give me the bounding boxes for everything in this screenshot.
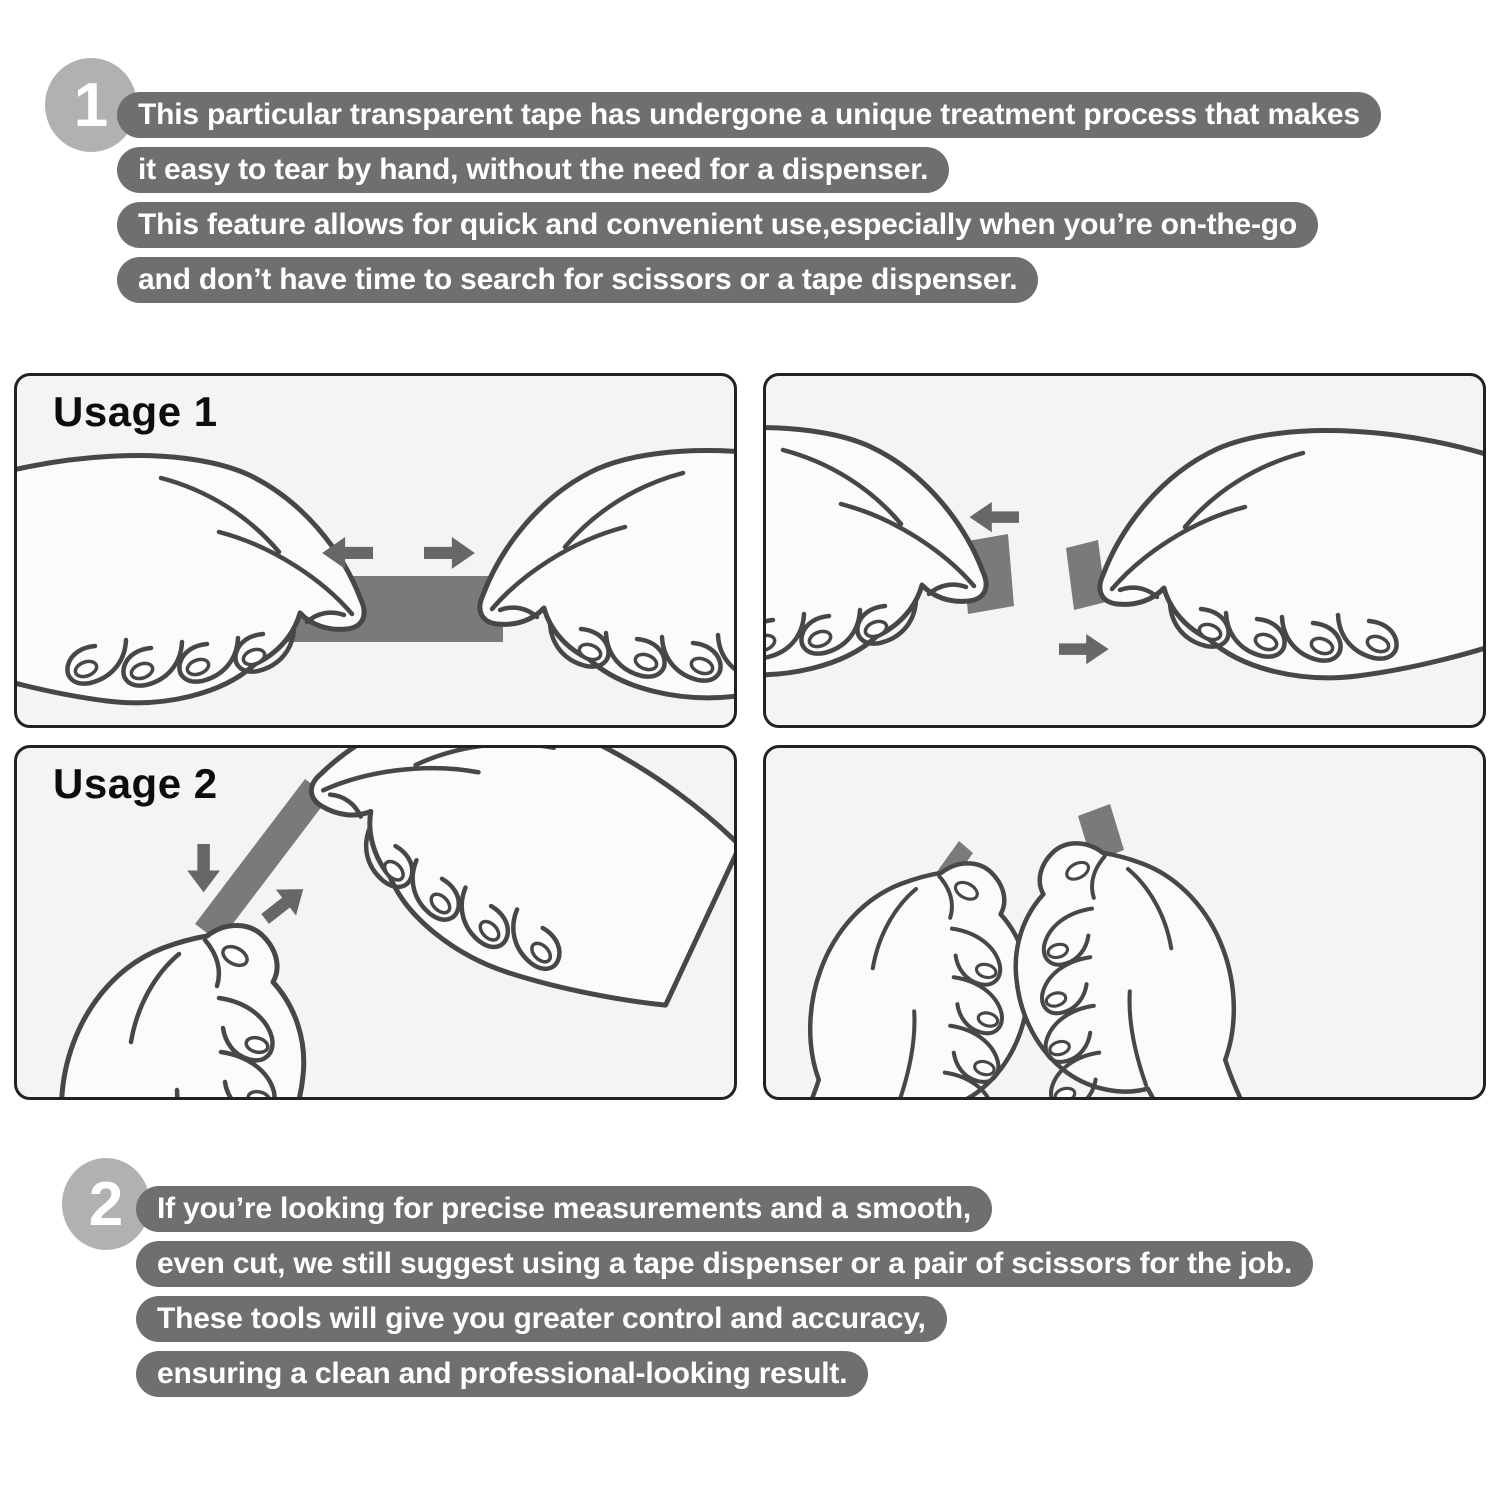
instruction-line: These tools will give you greater control and accuracy,: [136, 1296, 947, 1342]
arrow-right-icon: [1059, 634, 1109, 664]
usage-2-panel: [14, 745, 737, 1100]
right-hand-illustration: [1016, 843, 1308, 1100]
instruction-line: ensuring a clean and professional-looking result.: [136, 1351, 868, 1397]
upper-hand-illustration: [275, 748, 737, 1040]
instruction-line: even cut, we still suggest using a tape dispenser or a pair of scissors for the job.: [136, 1241, 1313, 1287]
step-2-badge: 2: [62, 1158, 150, 1250]
usage-1-label: Usage 1: [53, 388, 218, 435]
lower-hand-illustration: [17, 926, 304, 1101]
step-1-badge: 1: [45, 58, 137, 152]
instruction-line: This particular transparent tape has undergone a unique treatment process that makes: [117, 92, 1381, 138]
right-hand-illustration: [480, 451, 737, 698]
left-hand-illustration: [766, 863, 1028, 1100]
arrow-down-icon: [187, 844, 220, 892]
arrow-right-icon: [424, 537, 475, 569]
arrow-up-right-icon: [255, 876, 313, 932]
torn-tape-panel: [763, 373, 1486, 728]
left-hand-illustration: [766, 428, 986, 675]
torn-pieces-illustration: [766, 748, 1486, 1100]
step-1-text-block: [117, 92, 1381, 312]
left-hand-illustration: [17, 456, 364, 703]
torn-tape-illustration: [766, 376, 1486, 728]
step-2-text-block: [136, 1186, 1313, 1406]
usage-2-label: Usage 2: [53, 760, 218, 807]
instruction-line: This feature allows for quick and convenient use,especially when you’re on-the-go: [117, 202, 1318, 248]
arrow-left-icon: [969, 502, 1019, 532]
usage-1-panel: [14, 373, 737, 728]
instruction-line: it easy to tear by hand, without the need for a dispenser.: [117, 147, 949, 193]
right-hand-illustration: [1100, 431, 1486, 678]
instruction-line: and don’t have time to search for scissors or a tape dispenser.: [117, 257, 1038, 303]
instruction-line: If you’re looking for precise measurements and a smooth,: [136, 1186, 992, 1232]
tape-piece-right: [1066, 540, 1106, 610]
torn-pieces-panel: [763, 745, 1486, 1100]
